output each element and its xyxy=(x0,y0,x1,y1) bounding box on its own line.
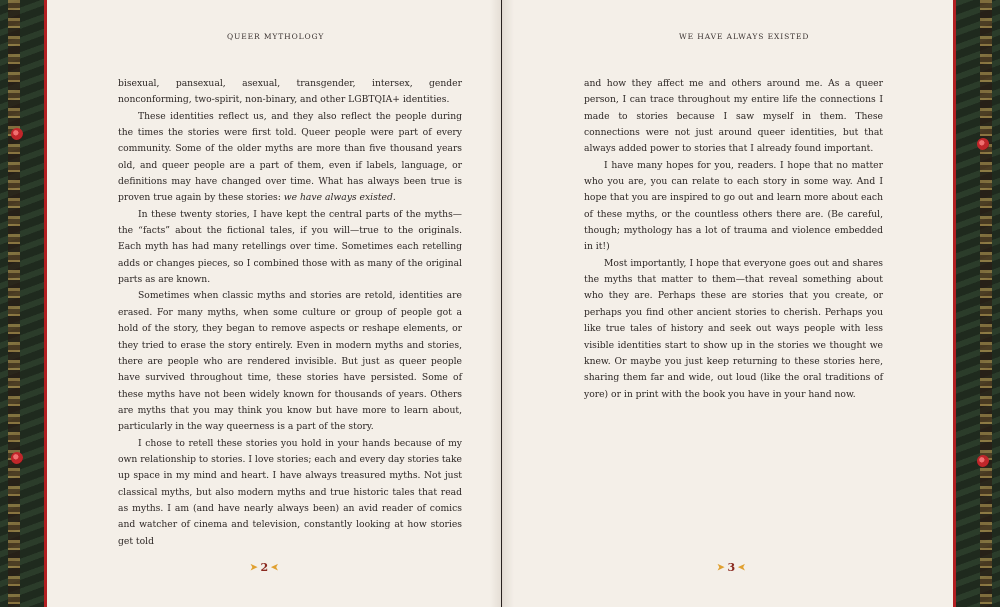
left-ornamental-border xyxy=(0,0,44,607)
page-number: ➤ 2 ➤ xyxy=(250,561,279,574)
right-page xyxy=(502,0,953,607)
running-head: QUEER MYTHOLOGY xyxy=(227,32,325,41)
paragraph: I chose to retell these stories you hold in your hands because of my own relationship to stories. I love stories; each and every day stories take up space in my mind and heart. I have always treasured myths. Not just classical myths, but also modern myths and true historic tales that read as myths. I am (and have nearly always been) an avid reader of comics and watcher of cinema and television, constantly looking at how stories get told xyxy=(118,437,462,547)
body-text xyxy=(584,76,883,403)
emphasis-text: we have always existed. xyxy=(283,192,396,204)
right-red-rule xyxy=(953,0,956,607)
rose-ornament xyxy=(977,455,989,467)
rose-ornament xyxy=(977,138,989,150)
rose-ornament xyxy=(11,452,23,464)
running-head: WE HAVE ALWAYS EXISTED xyxy=(679,32,810,41)
book-gutter-shadow xyxy=(490,0,514,607)
vine-ornament xyxy=(8,0,20,607)
body-text xyxy=(118,76,462,550)
paragraph: In these twenty stories, I have kept the central parts of the myths—the “facts” about the fictional tales, if you will—true to the originals. Each myth has had many retellings over time. Sometimes each retelling adds or changes pieces, so I combined those with as many of the original parts as are known. xyxy=(118,208,462,286)
page-number: ➤ 3 ➤ xyxy=(717,561,746,574)
rose-ornament xyxy=(11,128,23,140)
paragraph: I have many hopes for you, readers. I hope that no matter who you are, you can relate to each story in some way. And I hope that you are inspired to go out and learn more about each of these myths, or the countless others there are. (Be careful, though; mythology has a lot of trauma and violence embedded in it!) xyxy=(584,159,883,253)
left-page xyxy=(47,0,501,607)
vine-ornament xyxy=(980,0,992,607)
arrow-right-icon: ➤ xyxy=(717,562,725,573)
arrow-left-icon: ➤ xyxy=(738,562,746,573)
arrow-right-icon: ➤ xyxy=(250,562,258,573)
right-ornamental-border xyxy=(956,0,1000,607)
paragraph: bisexual, pansexual, asexual, transgender, intersex, gender nonconforming, two-spirit, non-binary, and other LGBTQIA+ identities. xyxy=(118,78,462,106)
paragraph: Sometimes when classic myths and stories are retold, identities are erased. For many myths, when some culture or group of people got a hold of the story, they began to remove aspects or reshape elements, or they tried to erase the story entirely. Even in modern myths and stories, there are people who are rendered invisible. But just as queer people have survived throughout time, these stories have persisted. Some of these myths have not been widely known for thousands of years. Others are myths that you may think you know but have more to learn about, particularly in the way queerness is a part of the story. xyxy=(118,290,462,433)
paragraph: These identities reflect us, and they also reflect the people during the times the stories were first told. Queer people were part of every community. Some of the older myths are more than five thousand years old, and queer people are a part of them, even if labels, language, or definitions may have changed over time. What has always been true is proven true again by these stories: we have always existed. xyxy=(118,110,462,204)
paragraph: and how they affect me and others around me. As a queer person, I can trace throughout my entire life the connections I made to stories because I saw myself in them. These connections were not just around queer identities, but that always added power to stories that I already found important. xyxy=(584,78,883,155)
paragraph: Most importantly, I hope that everyone goes out and shares the myths that matter to them—that reveal something about who they are. Perhaps these are stories that you create, or perhaps you find other ancient stories to cherish. Perhaps you like true tales of history and seek out ways people with less visible identities start to show up in the stories we thought we knew. Or maybe you just keep returning to these stories here, sharing them far and wide, out loud (like the oral traditions of yore) or in print with the book you have in your hand now. xyxy=(584,257,883,400)
arrow-left-icon: ➤ xyxy=(271,562,279,573)
